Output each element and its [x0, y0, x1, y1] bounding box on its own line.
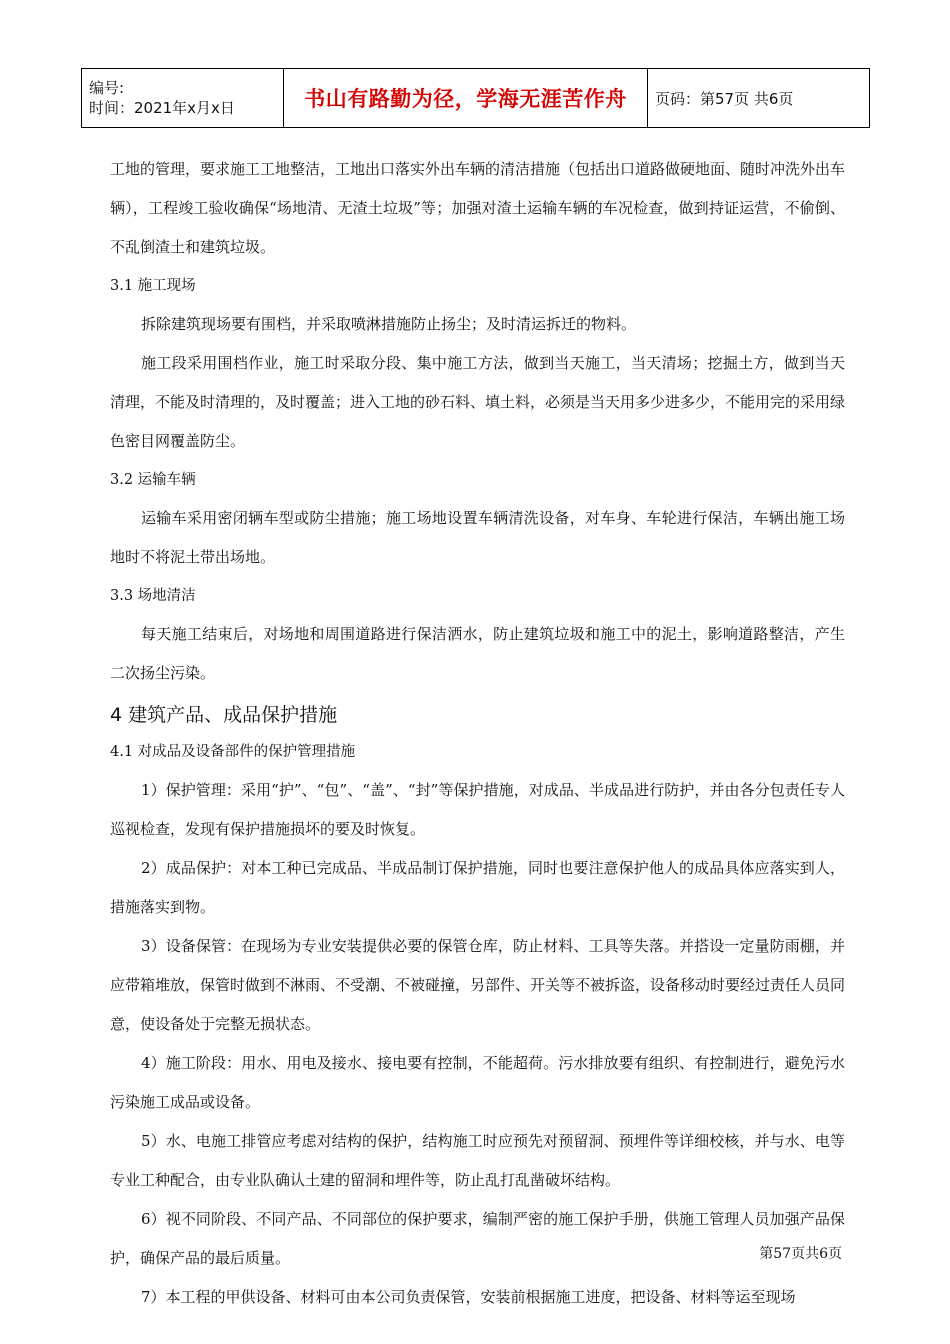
body-paragraph: 7）本工程的甲供设备、材料可由本公司负责保管，安装前根据施工进度，把设备、材料等运至现场 — [141, 1288, 796, 1306]
body-paragraph: 工地的管理，要求施工工地整洁，工地出口落实外出车辆的清洁措施（包括出口道路做硬地面、随时冲洗外出车辆），工程竣工验收确保“场地清、无渣土垃圾”等；加强对渣土运输车辆的车况检查，做到持证运营，不偷倒、不乱倒渣土和建筑垃圾。 — [110, 160, 846, 256]
subsection-heading: 3.2 运输车辆 — [110, 472, 196, 488]
document-body — [110, 150, 845, 1317]
body-paragraph: 1）保护管理：采用“护”、“包”、“盖”、“封”等保护措施，对成品、半成品进行防护，并由各分包责任专人巡视检查，发现有保护措施损坏的要及时恢复。 — [110, 781, 845, 838]
header-meta-cell — [82, 69, 284, 128]
document-date: 时间：2021年x月x日 — [89, 99, 235, 117]
document-number-label: 编号: — [89, 79, 125, 97]
page-footer: 第57页共6页 — [759, 1246, 842, 1262]
body-paragraph: 4）施工阶段：用水、用电及接水、接电要有控制，不能超荷。污水排放要有组织、有控制进行，避免污水污染施工成品或设备。 — [110, 1054, 845, 1111]
body-paragraph: 拆除建筑现场要有围档，并采取喷淋措施防止扬尘；及时清运拆迁的物料。 — [141, 315, 637, 333]
body-paragraph: 3）设备保管：在现场为专业安装提供必要的保管仓库，防止材料、工具等失落。并搭设一定量防雨棚，并应带箱堆放，保管时做到不淋雨、不受潮、不被碰撞，另部件、开关等不被拆盗，设备移动时要经过责任人员同意，使设备处于完整无损状态。 — [110, 937, 846, 1033]
header-page-code: 页码：第57页 共6页 — [655, 89, 794, 108]
section-heading: 4 建筑产品、成品保护措施 — [110, 704, 338, 726]
body-paragraph: 每天施工结束后，对场地和周围道路进行保洁洒水，防止建筑垃圾和施工中的泥土，影响道路整洁，产生二次扬尘污染。 — [110, 625, 845, 682]
header-motto: 书山有路勤为径，学海无涯苦作舟 — [304, 87, 627, 111]
body-paragraph: 运输车采用密闭辆车型或防尘措施；施工场地设置车辆清洗设备，对车身、车轮进行保洁，车辆出施工场地时不将泥土带出场地。 — [110, 509, 845, 566]
body-paragraph: 5）水、电施工排管应考虑对结构的保护，结构施工时应预先对预留洞、预埋件等详细校核，并与水、电等专业工种配合，由专业队确认土建的留洞和埋件等，防止乱打乱凿破坏结构。 — [110, 1132, 845, 1189]
subsection-heading: 3.1 施工现场 — [110, 278, 196, 294]
header-motto-cell — [284, 69, 648, 128]
subsection-heading: 3.3 场地清洁 — [110, 588, 196, 604]
document-header — [81, 68, 870, 128]
header-page-code-cell — [648, 69, 870, 128]
subsection-heading: 4.1 对成品及设备部件的保护管理措施 — [110, 744, 356, 760]
body-paragraph: 6）视不同阶段、不同产品、不同部位的保护要求，编制严密的施工保护手册，供施工管理人员加强产品保护，确保产品的最后质量。 — [110, 1210, 845, 1267]
body-paragraph: 2）成品保护：对本工种已完成品、半成品制订保护措施，同时也要注意保护他人的成品具体应落实到人，措施落实到物。 — [110, 859, 845, 916]
body-paragraph: 施工段采用围档作业，施工时采取分段、集中施工方法，做到当天施工，当天清场；挖掘土方，做到当天清理，不能及时清理的，及时覆盖；进入工地的砂石料、填土料，必须是当天用多少进多少，不能用完的采用绿色密目网覆盖防尘。 — [110, 354, 846, 450]
